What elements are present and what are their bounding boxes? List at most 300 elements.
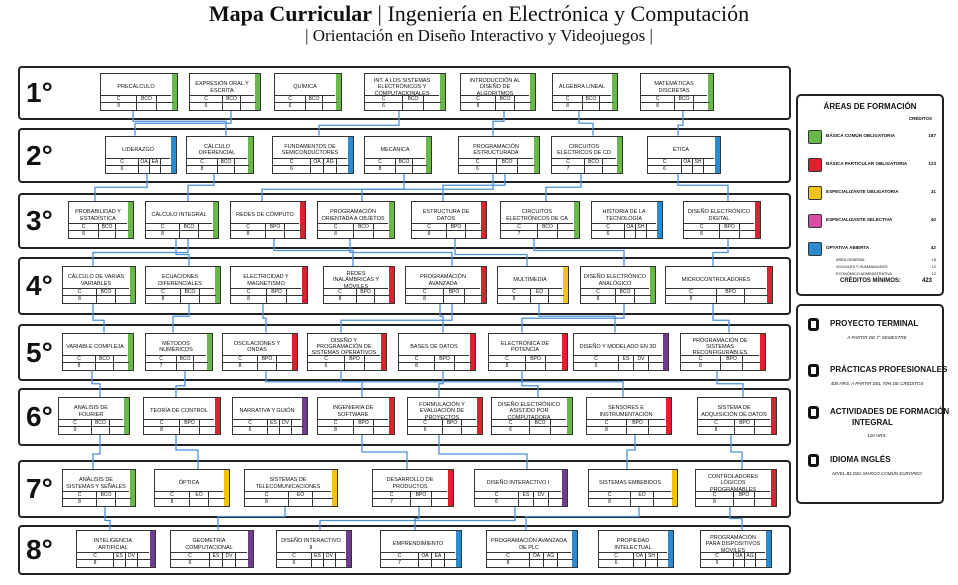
course-subarea: SH: [693, 159, 704, 166]
grid-cell: [289, 499, 313, 506]
grid-cell: [445, 553, 457, 560]
grid-cell: [649, 420, 667, 427]
course-card[interactable]: [488, 333, 568, 371]
course-info-grid: [233, 419, 301, 434]
grid-cell: [277, 356, 293, 363]
grid-cell: [223, 560, 236, 567]
course-card[interactable]: [105, 136, 177, 174]
checkbox-icon: [808, 406, 819, 419]
grid-cell: [721, 363, 743, 370]
grid-cell: [549, 289, 564, 296]
course-name: FORMULACIÓN Y EVALUACIÓN DE PROYECTOS: [419, 402, 465, 421]
course-type: C: [223, 356, 258, 363]
course-credits: 8: [589, 499, 631, 506]
course-credits: 8: [365, 166, 396, 173]
course-area: EO: [190, 492, 209, 499]
area-color-bar: [130, 470, 135, 506]
course-name: SISTEMAS EMBEBIDOS: [598, 480, 662, 487]
course-credits: 8: [144, 427, 180, 434]
course-credits: 8: [223, 363, 258, 370]
grid-cell: [647, 224, 658, 231]
course-type: C: [106, 159, 139, 166]
course-name: ÁLGEBRA LINEAL: [558, 84, 606, 91]
area-color-bar: [771, 398, 776, 434]
course-credits: 8: [318, 231, 354, 238]
course-info-grid: [552, 158, 616, 173]
course-name: REDES DE CÓMPUTO: [236, 212, 294, 219]
course-info-grid: [63, 355, 127, 370]
course-credits: 8: [63, 363, 96, 370]
course-area: BPO: [627, 420, 649, 427]
course-area: BCO: [180, 224, 199, 231]
course-area: BPO: [411, 492, 432, 499]
course-name: ELECTRÓNICA DE POTENCIA: [501, 340, 549, 353]
area-color-bar: [760, 334, 765, 370]
grid-cell: [756, 553, 767, 560]
course-card[interactable]: [364, 73, 446, 111]
course-card[interactable]: [486, 530, 578, 568]
semester-label: 4°: [26, 270, 53, 301]
course-card[interactable]: [372, 469, 454, 507]
grid-cell: [287, 289, 303, 296]
course-info-grid: [399, 355, 469, 370]
course-card[interactable]: [62, 333, 134, 371]
course-type: C: [459, 159, 497, 166]
course-info-grid: [696, 491, 770, 506]
course-area: ES: [619, 356, 634, 363]
course-card[interactable]: [380, 530, 462, 568]
course-info-grid: [63, 491, 129, 506]
course-type: C: [155, 492, 190, 499]
course-credits: 8: [698, 427, 735, 434]
area-color-bar: [389, 267, 394, 303]
grid-cell: [745, 289, 768, 296]
course-subarea: EA: [150, 159, 161, 166]
course-name: INTRODUCCIÓN AL DISEÑO DE ALGORITMOS: [469, 78, 521, 97]
legend-swatch: [808, 214, 822, 228]
course-info-grid: [101, 95, 171, 110]
course-credits: 8: [696, 499, 734, 506]
course-name: EMPRENDIMIENTO: [392, 541, 444, 548]
course-type: C: [233, 420, 268, 427]
course-type: C: [187, 159, 218, 166]
course-area: BPO: [357, 289, 375, 296]
course-card[interactable]: [222, 333, 298, 371]
grid-cell: [447, 231, 466, 238]
legend-item: [808, 214, 936, 228]
course-name: VARIABLE COMPLEJA: [66, 343, 124, 350]
course-type: C: [63, 492, 97, 499]
course-info-grid: [318, 223, 388, 238]
grid-cell: [466, 224, 482, 231]
course-name: DISEÑO INTERACTIVO II: [281, 538, 341, 551]
grid-cell: [519, 499, 534, 506]
course-credits: 8: [77, 560, 114, 567]
course-name: REDES INALÁMBRICAS Y MÓVILES: [332, 271, 380, 290]
grid-cell: [285, 224, 301, 231]
course-area: BPO: [443, 420, 462, 427]
grid-cell: [97, 499, 116, 506]
course-area: ES: [519, 492, 534, 499]
course-credits: 8: [245, 499, 289, 506]
course-info-grid: [461, 95, 529, 110]
course-info-grid: [106, 158, 170, 173]
course-area: BCO: [497, 159, 518, 166]
course-info-grid: [701, 552, 765, 567]
course-type: C: [666, 289, 717, 296]
course-card[interactable]: [68, 201, 134, 239]
course-card[interactable]: [598, 530, 674, 568]
area-color-bar: [248, 531, 253, 567]
course-card[interactable]: [186, 136, 254, 174]
course-name: SISTEMA DE ADQUISICIÓN DE DATOS: [701, 405, 767, 418]
grid-cell: [199, 224, 214, 231]
course-info-grid: [77, 552, 149, 567]
course-card[interactable]: [398, 333, 476, 371]
course-name: FUNDAMENTOS DE SEMICONDUCTORES: [281, 143, 339, 156]
course-type: C: [592, 224, 625, 231]
grid-cell: [365, 356, 382, 363]
course-credits: 8: [461, 103, 496, 110]
course-subarea: AG: [745, 553, 756, 560]
legend-item: [808, 158, 936, 172]
legend-title: ÁREAS DE FORMACIÓN: [823, 102, 917, 111]
course-type: C: [599, 553, 634, 560]
legend-swatch: [808, 130, 822, 144]
course-name: PROGRAMACIÓN DE SISTEMAS RECONFIGURABLES: [692, 337, 748, 357]
grid-cell: [444, 296, 465, 303]
course-card[interactable]: [474, 469, 568, 507]
course-credits: 8: [318, 427, 354, 434]
course-name: OSCILACIONES Y ONDAS: [233, 340, 281, 353]
semester-label: 5°: [26, 336, 53, 368]
grid-cell: [693, 166, 704, 173]
course-area: BCO: [97, 492, 116, 499]
grid-cell: [336, 553, 347, 560]
course-info-grid: [698, 419, 770, 434]
course-card[interactable]: [317, 201, 395, 239]
grid-cell: [634, 560, 646, 567]
course-card[interactable]: [145, 201, 219, 239]
course-area: BPO: [267, 289, 287, 296]
course-area: BCO: [218, 159, 235, 166]
course-info-grid: [146, 223, 212, 238]
course-card[interactable]: [62, 266, 136, 304]
course-card[interactable]: [58, 397, 130, 435]
grid-cell: [551, 420, 568, 427]
grid-cell: [114, 560, 126, 567]
grid-cell: [538, 231, 558, 238]
course-area: OA: [419, 553, 432, 560]
grid-cell: [280, 427, 292, 434]
course-credits: 8: [146, 296, 181, 303]
course-name: CÁLCULO DIFERENCIAL: [198, 143, 236, 156]
grid-cell: [443, 427, 462, 434]
course-name: MULTIMEDIA: [513, 277, 547, 284]
grid-cell: [209, 492, 225, 499]
legend-label: ESPECIALIZANTE SELECTIVA: [826, 217, 893, 222]
area-color-bar: [389, 202, 394, 238]
course-name: PROPIEDAD INTELECTUAL: [614, 538, 652, 551]
grid-cell: [413, 159, 427, 166]
course-card[interactable]: [640, 73, 714, 111]
course-area: BCO: [675, 96, 694, 103]
course-info-grid: [273, 158, 347, 173]
course-card[interactable]: [145, 266, 221, 304]
area-color-bar: [224, 470, 229, 506]
legend-label: ESPECIALIZANTE OBLIGATORIA: [826, 189, 899, 194]
course-type: C: [231, 289, 267, 296]
course-info-grid: [501, 223, 573, 238]
course-name: PROGRAMACIÓN ORIENTADA A OBJETOS: [321, 209, 385, 222]
course-type: C: [275, 96, 306, 103]
course-area: BCO: [354, 224, 374, 231]
course-info-grid: [245, 491, 331, 506]
course-credits: 8: [412, 231, 447, 238]
area-color-bar: [124, 398, 129, 434]
course-name: DISEÑO ELECTRÓNICO ANALÓGICO: [583, 274, 647, 287]
course-info-grid: [308, 355, 380, 370]
area-color-bar: [572, 531, 577, 567]
course-card[interactable]: [411, 201, 487, 239]
course-area: BCO: [306, 96, 323, 103]
course-card[interactable]: [274, 73, 342, 111]
grid-cell: [546, 356, 563, 363]
course-card[interactable]: [647, 136, 721, 174]
grid-cell: [735, 427, 755, 434]
area-color-bar: [612, 74, 617, 110]
course-type: C: [318, 224, 354, 231]
course-card[interactable]: [580, 266, 656, 304]
grid-cell: [419, 560, 432, 567]
course-type: C: [324, 289, 357, 296]
grid-cell: [424, 96, 441, 103]
course-credits: 8: [63, 296, 97, 303]
course-credits: 8: [489, 363, 526, 370]
grid-cell: [627, 427, 649, 434]
area-color-bar: [771, 470, 776, 506]
checkbox-icon: [808, 454, 819, 467]
course-type: C: [59, 420, 92, 427]
course-name: ECUACIONES DIFERENCIALES: [158, 274, 202, 287]
course-area: BPO: [721, 356, 743, 363]
course-type: C: [144, 420, 180, 427]
course-name: LIDERAZGO: [122, 146, 154, 153]
course-credits: 6: [648, 166, 682, 173]
course-card[interactable]: [573, 333, 669, 371]
grid-cell: [374, 420, 390, 427]
course-card[interactable]: [189, 73, 261, 111]
grid-cell: [194, 356, 208, 363]
course-card[interactable]: [588, 469, 678, 507]
course-credits: 8: [587, 427, 627, 434]
course-type: C: [277, 553, 312, 560]
legend-subitem-label: SOCIALES Y HUMANIDADES: [836, 265, 888, 269]
grid-cell: [374, 224, 390, 231]
course-card[interactable]: [460, 73, 536, 111]
requirement-title: PRÁCTICAS PROFESIONALES: [830, 365, 948, 374]
area-color-bar: [248, 137, 253, 173]
course-credits: 8: [553, 103, 583, 110]
course-type: C: [231, 224, 266, 231]
course-card[interactable]: [500, 201, 580, 239]
grid-cell: [646, 560, 658, 567]
course-card[interactable]: [272, 136, 354, 174]
grid-cell: [694, 96, 709, 103]
course-card[interactable]: [232, 397, 308, 435]
area-color-bar: [255, 74, 260, 110]
course-card[interactable]: [323, 266, 395, 304]
course-area: BPO: [734, 492, 755, 499]
course-card[interactable]: [317, 397, 395, 435]
grid-cell: [600, 96, 613, 103]
course-card[interactable]: [145, 333, 213, 371]
course-card[interactable]: [497, 266, 569, 304]
course-card[interactable]: [100, 73, 178, 111]
grid-cell: [411, 499, 432, 506]
course-subarea: EA: [432, 553, 445, 560]
course-card[interactable]: [170, 530, 254, 568]
page-title: Mapa Curricular | Ingeniería en Electrónica y Computación: [208, 1, 750, 26]
course-area: BPO: [444, 289, 465, 296]
course-type: C: [696, 492, 734, 499]
course-info-grid: [599, 552, 667, 567]
course-name: PRECÁLCULO: [117, 84, 155, 91]
checkbox-icon: [808, 364, 819, 377]
course-card[interactable]: [552, 73, 618, 111]
course-area: BPO: [526, 356, 546, 363]
legend-item: [808, 130, 936, 144]
grid-cell: [375, 289, 390, 296]
grid-cell: [755, 420, 772, 427]
course-credits: 6: [408, 427, 443, 434]
course-type: C: [381, 553, 419, 560]
semester-label: 1°: [26, 77, 53, 108]
legend-label: BÁSICA COMÚN OBLIGATORIA: [826, 133, 896, 138]
course-card[interactable]: [458, 136, 540, 174]
grid-cell: [324, 560, 336, 567]
grid-cell: [534, 499, 549, 506]
checkbox-icon: [808, 318, 819, 331]
course-card[interactable]: [244, 469, 338, 507]
course-name: MICROCONTROLADORES: [681, 277, 751, 284]
course-credits: 8: [69, 231, 99, 238]
course-info-grid: [641, 95, 707, 110]
course-card[interactable]: [407, 397, 483, 435]
course-info-grid: [648, 158, 714, 173]
course-card[interactable]: [276, 530, 352, 568]
course-card[interactable]: [695, 469, 777, 507]
course-card[interactable]: [62, 469, 136, 507]
course-name: GEOMETRÍA COMPUTACIONAL: [185, 538, 233, 551]
course-info-grid: [587, 419, 665, 434]
course-card[interactable]: [230, 201, 306, 239]
area-color-bar: [346, 531, 351, 567]
course-info-grid: [324, 288, 388, 303]
grid-cell: [210, 560, 223, 567]
course-area: BPO: [258, 356, 277, 363]
course-area: BPO: [435, 356, 455, 363]
course-card[interactable]: [586, 397, 672, 435]
grid-cell: [97, 296, 116, 303]
course-card[interactable]: [680, 333, 766, 371]
grid-cell: [177, 363, 194, 370]
course-card[interactable]: [551, 136, 623, 174]
grid-cell: [625, 231, 636, 238]
course-card[interactable]: [307, 333, 387, 371]
course-area: BCO: [97, 289, 116, 296]
grid-cell: [682, 166, 693, 173]
grid-cell: [116, 492, 131, 499]
course-card[interactable]: [697, 397, 777, 435]
course-credits: 6: [106, 166, 139, 173]
course-area: BPO: [447, 224, 466, 231]
course-type: C: [589, 492, 631, 499]
grid-cell: [515, 96, 531, 103]
course-area: BCO: [96, 356, 114, 363]
course-type: C: [412, 224, 447, 231]
requirement-title: PROYECTO TERMINAL: [830, 319, 919, 328]
area-color-bar: [672, 470, 677, 506]
course-card[interactable]: [143, 397, 221, 435]
course-card[interactable]: [683, 201, 761, 239]
course-name: QUÍMICA: [293, 84, 317, 91]
course-card[interactable]: [364, 136, 432, 174]
course-credits: 7: [146, 363, 177, 370]
course-info-grid: [146, 288, 214, 303]
course-info-grid: [275, 95, 335, 110]
course-card[interactable]: [405, 266, 487, 304]
course-area: BCO: [585, 159, 603, 166]
course-credits: 6: [275, 103, 306, 110]
course-credits: 8: [581, 296, 616, 303]
grid-cell: [306, 103, 323, 110]
area-color-bar: [766, 531, 771, 567]
course-card[interactable]: [154, 469, 230, 507]
course-name: ÓPTICA: [178, 480, 200, 487]
course-type: C: [63, 356, 96, 363]
course-type: C: [498, 289, 531, 296]
course-card[interactable]: [591, 201, 663, 239]
course-card[interactable]: [230, 266, 308, 304]
area-color-bar: [530, 74, 535, 110]
course-card[interactable]: [700, 530, 772, 568]
course-card[interactable]: [665, 266, 773, 304]
course-type: C: [701, 553, 734, 560]
course-info-grid: [144, 419, 214, 434]
grid-cell: [138, 553, 151, 560]
grid-cell: [558, 224, 575, 231]
course-area: BCO: [177, 356, 194, 363]
course-credits: 8: [324, 296, 357, 303]
course-type: C: [365, 159, 396, 166]
requirement-title: IDIOMA INGLÉS: [830, 455, 891, 464]
course-area: BCO: [92, 420, 110, 427]
grid-cell: [549, 492, 563, 499]
course-area: BCO: [99, 224, 116, 231]
area-color-bar: [650, 267, 655, 303]
grid-cell: [717, 296, 745, 303]
course-info-grid: [187, 158, 247, 173]
course-info-grid: [146, 355, 206, 370]
course-card[interactable]: [491, 397, 573, 435]
grid-cell: [337, 159, 349, 166]
course-info-grid: [489, 355, 561, 370]
grid-cell: [526, 363, 546, 370]
grid-cell: [583, 103, 600, 110]
course-card[interactable]: [76, 530, 156, 568]
requirement-title-line2: INTEGRAL: [852, 418, 893, 427]
